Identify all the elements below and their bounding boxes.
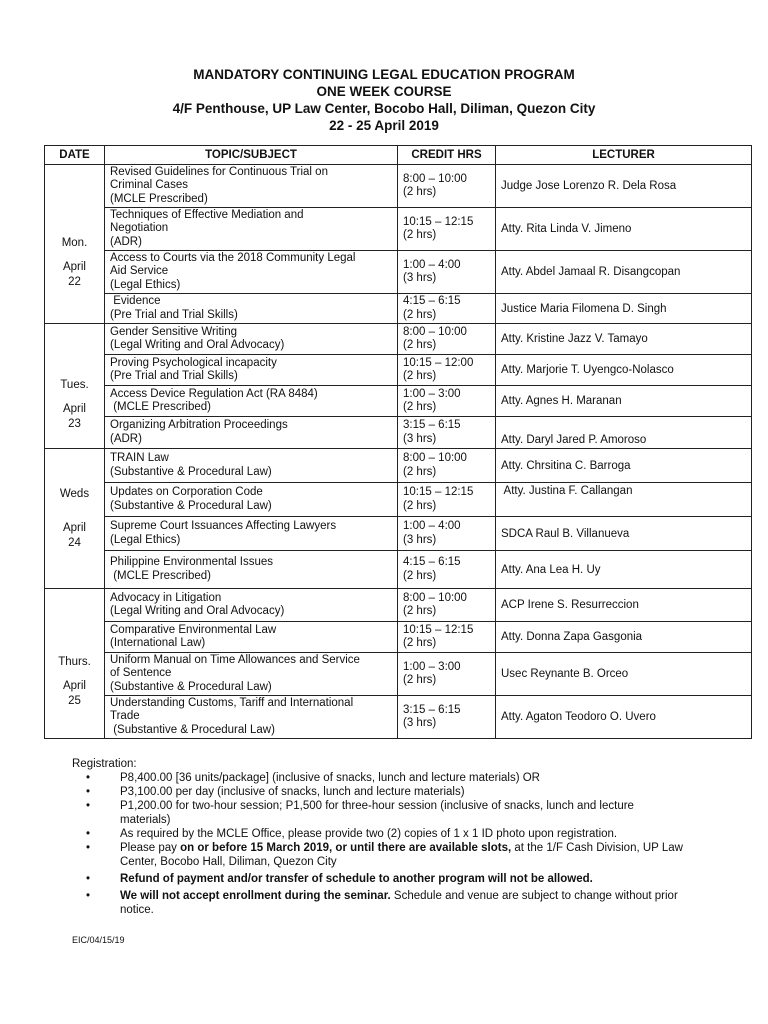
topic-line: Revised Guidelines for Continuous Trial on (110, 165, 328, 178)
table-row (45, 696, 752, 739)
session-time: 8:00 – 10:00 (403, 452, 467, 464)
session-time: 10:15 – 12:15 (403, 623, 474, 636)
date-number: 22 (68, 275, 81, 288)
day-label: Weds (59, 488, 90, 500)
table-row (45, 589, 752, 622)
topic-line: Access Device Regulation Act (RA 8484) (110, 387, 318, 400)
session-time: 1:00 – 3:00 (403, 387, 461, 400)
table-header-row (45, 146, 752, 165)
bullet-icon: • (86, 786, 91, 798)
registration-text: Refund of payment and/or transfer of schedule to another program will not be allowed. (120, 873, 593, 885)
table-row (45, 517, 752, 551)
month-label: April (62, 680, 86, 692)
topic-line: Advocacy in Litigation (110, 591, 222, 604)
lecturer-cell: Atty. Daryl Jared P. Amoroso (496, 417, 752, 449)
date-number: 23 (68, 417, 81, 430)
session-time: 8:00 – 10:00 (403, 325, 467, 338)
registration-item (86, 889, 686, 917)
credit-cell (398, 517, 496, 551)
venue: 4/F Penthouse, UP Law Center, Bocobo Hall, Diliman, Quezon City (172, 101, 596, 116)
lecturer-cell: Atty. Ana Lea H. Uy (496, 551, 752, 589)
date-cell (45, 589, 105, 739)
month-label: April (62, 260, 86, 273)
date-number: 24 (68, 537, 81, 549)
registration-list (86, 771, 686, 917)
topic-line: Proving Psychological incapacity (110, 356, 277, 369)
session-time: 4:15 – 6:15 (403, 295, 461, 307)
credit-hours: (2 hrs) (403, 370, 437, 382)
registration-text: at the 1/F Cash Division, UP Law Center, Bocobo Hall, Diliman, Quezon City (120, 842, 683, 868)
credit-hours: (2 hrs) (403, 308, 437, 321)
topic-cell (105, 251, 398, 294)
credit-hours: (2 hrs) (403, 186, 437, 198)
topic-line: Understanding Customs, Tariff and International (110, 696, 354, 709)
topic-line: of Sentence (110, 667, 172, 680)
topic-line: (Legal Ethics) (110, 278, 181, 291)
credit-hours: (3 hrs) (403, 272, 437, 284)
table-row (45, 208, 752, 251)
course-title: ONE WEEK COURSE (316, 84, 452, 99)
session-time: 10:15 – 12:00 (403, 356, 474, 369)
credit-cell (398, 386, 496, 417)
topic-line: (MCLE Prescribed) (110, 401, 211, 413)
lecturer-cell: Judge Jose Lorenzo R. Dela Rosa (496, 165, 752, 208)
table-row (45, 417, 752, 449)
lecturer-cell: ACP Irene S. Resurreccion (496, 589, 752, 622)
credit-cell (398, 324, 496, 355)
topic-line: (Legal Ethics) (110, 533, 181, 546)
lecturer-cell: Atty. Chrsitina C. Barroga (496, 449, 752, 483)
session-time: 3:15 – 6:15 (403, 703, 461, 716)
topic-cell (105, 417, 398, 449)
session-time: 10:15 – 12:15 (403, 215, 474, 228)
registration-item (86, 841, 686, 869)
topic-cell (105, 294, 398, 324)
registration-item (86, 785, 686, 799)
topic-cell (105, 208, 398, 251)
table-row (45, 449, 752, 483)
registration-item (86, 771, 686, 785)
registration-text: Please pay (120, 842, 181, 854)
credit-cell (398, 165, 496, 208)
credit-hours: (3 hrs) (403, 432, 437, 445)
bullet-icon: • (86, 842, 91, 854)
lecturer-cell: Atty. Justina F. Callangan (496, 483, 752, 517)
column-header-credit: CREDIT HRS (398, 146, 496, 165)
credit-hours: (2 hrs) (403, 229, 437, 241)
credit-cell (398, 251, 496, 294)
topic-line: (ADR) (110, 235, 142, 248)
topic-line: (MCLE Prescribed) (110, 569, 211, 582)
topic-line: (Substantive & Procedural Law) (110, 465, 272, 478)
session-time: 3:15 – 6:15 (403, 419, 461, 431)
topic-cell (105, 165, 398, 208)
session-time: 1:00 – 4:00 (403, 258, 461, 271)
session-time: 8:00 – 10:00 (403, 591, 467, 604)
credit-hours: (3 hrs) (403, 533, 437, 546)
registration-text: P3,100.00 per day (inclusive of snacks, lunch and lecture materials) (120, 786, 465, 798)
registration-text: We will not accept enrollment during the seminar. (120, 890, 391, 902)
registration-text: P1,200.00 for two-hour session; P1,500 for three-hour session (inclusive of snacks, lunch and lecture materials) (120, 800, 634, 826)
topic-line: Philippine Environmental Issues (110, 556, 274, 568)
topic-line: Criminal Cases (110, 179, 188, 192)
topic-line: Updates on Corporation Code (110, 486, 263, 498)
schedule-table (44, 145, 752, 739)
credit-hours: (2 hrs) (403, 465, 437, 478)
column-header-topic: TOPIC/SUBJECT (105, 146, 398, 165)
topic-line: (International Law) (110, 637, 206, 649)
table-row (45, 294, 752, 324)
program-title: MANDATORY CONTINUING LEGAL EDUCATION PROGRAM (193, 67, 575, 82)
session-time: 1:00 – 3:00 (403, 660, 461, 673)
topic-cell (105, 551, 398, 589)
date-range: 22 - 25 April 2019 (329, 118, 439, 133)
registration-text: As required by the MCLE Office, please provide two (2) copies of 1 x 1 ID photo upon registration. (120, 828, 618, 840)
topic-line: Techniques of Effective Mediation and (110, 208, 304, 221)
topic-line: Uniform Manual on Time Allowances and Service (110, 653, 360, 666)
topic-cell (105, 355, 398, 386)
column-header-lecturer: LECTURER (496, 146, 752, 165)
credit-cell (398, 653, 496, 696)
topic-line: (Substantive & Procedural Law) (110, 680, 272, 693)
lecturer-cell: Atty. Abdel Jamaal R. Disangcopan (496, 251, 752, 294)
topic-line: Negotiation (110, 222, 169, 235)
topic-line: (MCLE Prescribed) (110, 192, 208, 205)
credit-hours: (2 hrs) (403, 569, 437, 582)
topic-line: Access to Courts via the 2018 Community Legal (110, 251, 356, 264)
topic-line: (Substantive & Procedural Law) (110, 499, 272, 512)
table-row (45, 165, 752, 208)
registration-item (86, 872, 686, 886)
day-label: Mon. (61, 236, 88, 249)
table-row (45, 622, 752, 653)
table-row (45, 483, 752, 517)
schedule-body (45, 165, 752, 739)
lecturer-cell: Justice Maria Filomena D. Singh (496, 294, 752, 324)
credit-hours: (2 hrs) (403, 605, 437, 617)
lecturer-cell: Atty. Rita Linda V. Jimeno (496, 208, 752, 251)
topic-cell (105, 483, 398, 517)
registration-item (86, 799, 686, 827)
topic-line: Aid Service (110, 265, 169, 278)
registration-text: Schedule and venue are subject to change without prior notice. (120, 890, 678, 916)
lecturer-cell: Atty. Agnes H. Maranan (496, 386, 752, 417)
lecturer-cell: Atty. Kristine Jazz V. Tamayo (496, 324, 752, 355)
topic-line: Supreme Court Issuances Affecting Lawyers (110, 520, 337, 532)
table-row (45, 355, 752, 386)
topic-line: (Substantive & Procedural Law) (110, 723, 275, 736)
table-row (45, 386, 752, 417)
bullet-icon: • (86, 800, 91, 812)
bullet-icon: • (86, 828, 91, 840)
registration-text: P8,400.00 [36 units/package] (inclusive of snacks, lunch and lecture materials) OR (120, 772, 540, 784)
topic-line: Comparative Environmental Law (110, 623, 277, 636)
date-number: 25 (68, 695, 81, 707)
credit-cell (398, 483, 496, 517)
topic-cell (105, 324, 398, 355)
topic-line: Evidence (110, 295, 161, 307)
date-cell (45, 165, 105, 324)
lecturer-cell: Atty. Donna Zapa Gasgonia (496, 622, 752, 653)
topic-line: (Legal Writing and Oral Advocacy) (110, 605, 285, 617)
table-row (45, 551, 752, 589)
lecturer-cell: Atty. Marjorie T. Uyengco-Nolasco (496, 355, 752, 386)
session-time: 10:15 – 12:15 (403, 486, 474, 498)
table-row (45, 251, 752, 294)
registration-item (86, 827, 686, 841)
column-header-date: DATE (45, 146, 105, 165)
credit-cell (398, 696, 496, 739)
document-id: EIC/04/15/19 (72, 935, 125, 945)
bullet-icon: • (86, 873, 91, 885)
table-row (45, 653, 752, 696)
credit-hours: (3 hrs) (403, 717, 437, 729)
topic-line: (Pre Trial and Trial Skills) (110, 370, 238, 382)
topic-cell (105, 696, 398, 739)
credit-hours: (2 hrs) (403, 637, 437, 649)
topic-cell (105, 449, 398, 483)
topic-cell (105, 653, 398, 696)
credit-cell (398, 355, 496, 386)
credit-cell (398, 294, 496, 324)
topic-line: Gender Sensitive Writing (110, 325, 237, 338)
day-label: Thurs. (58, 656, 91, 668)
date-cell (45, 324, 105, 449)
topic-cell (105, 589, 398, 622)
document-heading (0, 66, 768, 134)
topic-cell (105, 386, 398, 417)
topic-line: (ADR) (110, 432, 142, 445)
registration-label: Registration: (72, 758, 137, 770)
lecturer-cell: SDCA Raul B. Villanueva (496, 517, 752, 551)
topic-cell (105, 622, 398, 653)
credit-cell (398, 449, 496, 483)
session-time: 8:00 – 10:00 (403, 172, 467, 185)
month-label: April (62, 402, 86, 415)
topic-line: Trade (110, 710, 140, 723)
credit-cell (398, 551, 496, 589)
credit-cell (398, 417, 496, 449)
day-label: Tues. (60, 378, 89, 391)
topic-line: Organizing Arbitration Proceedings (110, 419, 288, 431)
session-time: 1:00 – 4:00 (403, 520, 461, 532)
topic-line: (Pre Trial and Trial Skills) (110, 308, 238, 321)
credit-hours: (2 hrs) (403, 339, 437, 351)
date-cell (45, 449, 105, 589)
credit-hours: (2 hrs) (403, 499, 437, 512)
topic-cell (105, 517, 398, 551)
topic-line: TRAIN Law (110, 452, 169, 464)
registration-text: on or before 15 March 2019, or until there are available slots, (180, 842, 512, 854)
bullet-icon: • (86, 890, 91, 902)
credit-cell (398, 622, 496, 653)
credit-cell (398, 589, 496, 622)
month-label: April (62, 522, 86, 534)
bullet-icon: • (86, 772, 91, 784)
credit-hours: (2 hrs) (403, 401, 437, 413)
topic-line: (Legal Writing and Oral Advocacy) (110, 339, 285, 351)
credit-cell (398, 208, 496, 251)
table-row (45, 324, 752, 355)
session-time: 4:15 – 6:15 (403, 556, 461, 568)
lecturer-cell: Usec Reynante B. Orceo (496, 653, 752, 696)
credit-hours: (2 hrs) (403, 674, 437, 686)
lecturer-cell: Atty. Agaton Teodoro O. Uvero (496, 696, 752, 739)
